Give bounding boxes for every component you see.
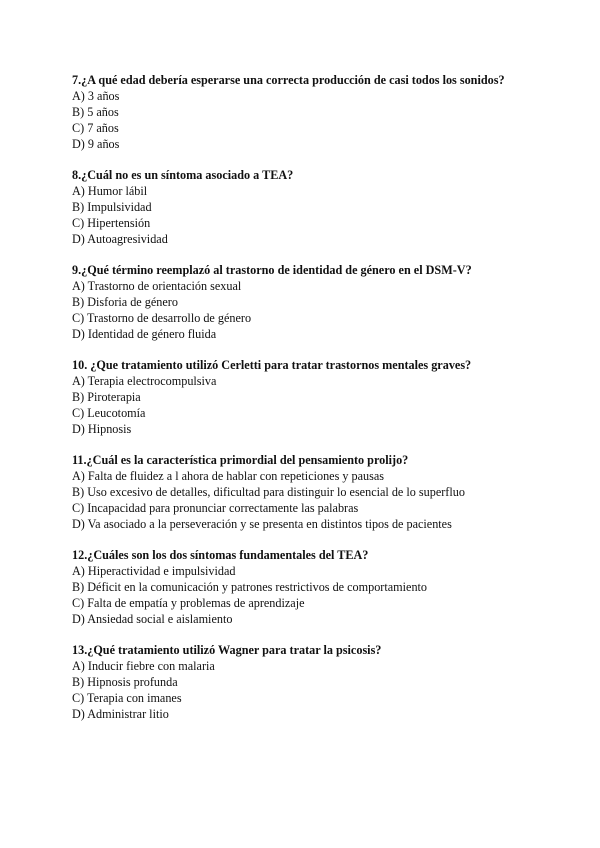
option-d: D) Ansiedad social e aislamiento bbox=[72, 612, 233, 627]
option-c: C) Terapia con imanes bbox=[72, 691, 182, 706]
question-text: 9.¿Qué término reemplazó al trastorno de identidad de género en el DSM-V? bbox=[72, 262, 472, 277]
question-text: 13.¿Qué tratamiento utilizó Wagner para tratar la psicosis? bbox=[72, 642, 382, 657]
option-c: C) Falta de empatía y problemas de aprendizaje bbox=[72, 596, 305, 611]
option-a: A) Falta de fluidez a l ahora de hablar con repeticiones y pausas bbox=[72, 468, 385, 483]
option-a: A) 3 años bbox=[72, 89, 120, 104]
option-b: B) Disforia de género bbox=[72, 295, 178, 310]
option-d: D) 9 años bbox=[72, 137, 120, 152]
option-b: B) Uso excesivo de detalles, dificultad para distinguir lo esencial de lo superfluo bbox=[72, 485, 465, 500]
question-text: 12.¿Cuáles son los dos síntomas fundamentales del TEA? bbox=[72, 547, 369, 562]
question-text: 8.¿Cuál no es un síntoma asociado a TEA? bbox=[72, 167, 294, 182]
question-13 bbox=[72, 642, 542, 722]
question-text: 7.¿A qué edad debería esperarse una correcta producción de casi todos los sonidos? bbox=[72, 73, 505, 87]
option-d: D) Hipnosis bbox=[72, 422, 132, 437]
option-a: A) Humor lábil bbox=[72, 184, 148, 199]
option-d: D) Administrar litio bbox=[72, 707, 169, 722]
option-c: C) Leucotomía bbox=[72, 406, 146, 421]
option-a: A) Terapia electrocompulsiva bbox=[72, 374, 217, 388]
option-b: B) 5 años bbox=[72, 105, 119, 120]
option-c: C) Hipertensión bbox=[72, 216, 151, 231]
question-7 bbox=[72, 72, 542, 152]
option-d: D) Autoagresividad bbox=[72, 232, 168, 247]
question-text: 11.¿Cuál es la característica primordial del pensamiento prolijo? bbox=[72, 452, 409, 467]
option-c: C) Trastorno de desarrollo de género bbox=[72, 311, 252, 326]
question-list bbox=[72, 72, 542, 737]
option-d: D) Va asociado a la perseveración y se presenta en distintos tipos de pacientes bbox=[72, 517, 452, 532]
question-9 bbox=[72, 262, 542, 342]
question-8 bbox=[72, 167, 542, 247]
option-a: A) Hiperactividad e impulsividad bbox=[72, 563, 236, 578]
option-c: C) 7 años bbox=[72, 121, 119, 136]
option-a: A) Inducir fiebre con malaria bbox=[72, 658, 215, 673]
option-b: B) Hipnosis profunda bbox=[72, 675, 178, 689]
question-text: 10. ¿Que tratamiento utilizó Cerletti para tratar trastornos mentales graves? bbox=[72, 357, 472, 372]
option-c: C) Incapacidad para pronunciar correctamente las palabras bbox=[72, 501, 359, 516]
option-b: B) Piroterapia bbox=[72, 390, 141, 405]
question-11 bbox=[72, 452, 542, 532]
option-b: B) Impulsividad bbox=[72, 200, 152, 215]
option-a: A) Trastorno de orientación sexual bbox=[72, 279, 242, 294]
question-10 bbox=[72, 357, 542, 437]
question-12 bbox=[72, 547, 542, 627]
option-b: B) Déficit en la comunicación y patrones restrictivos de comportamiento bbox=[72, 580, 428, 595]
option-d: D) Identidad de género fluida bbox=[72, 327, 217, 342]
